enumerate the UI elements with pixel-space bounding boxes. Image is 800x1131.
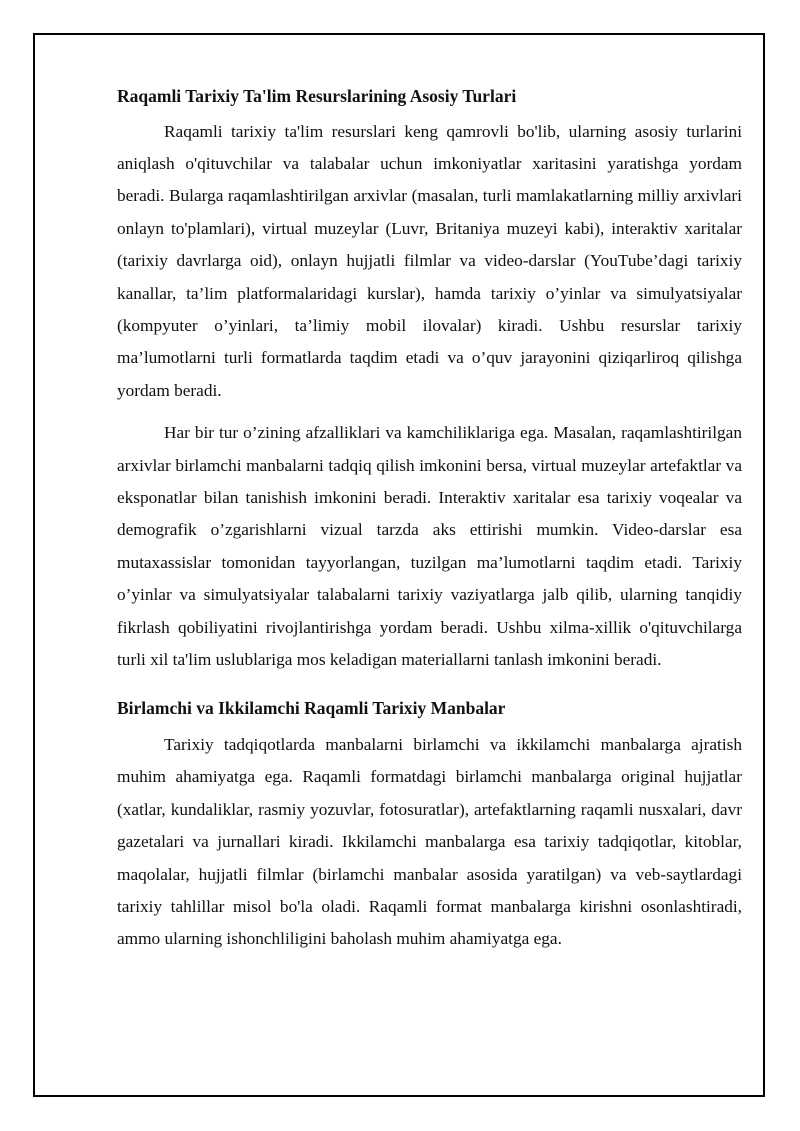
document-body	[117, 84, 742, 966]
paragraph-resource-types-comparison: Har bir tur o’zining afzalliklari va kamchiliklariga ega. Masalan, raqamlashtirilgan arxivlar birlamchi manbalarni tadqiq qilish imkonini bersa, virtual muzeylar artefaktlar va eksponatlar bilan tanishish imkonini beradi. Interaktiv xaritalar esa tarixiy voqealar va demografik o’zgarishlarni vizual tarzda aks ettirishi mumkin. Video-darslar esa mutaxassislar tomonidan tayyorlangan, tuzilgan ma’lumotlarni taqdim etadi. Tarixiy o’yinlar va simulyatsiyalar talabalarni tarixiy vaziyatlarga jalb qilib, ularning tanqidiy fikrlash qobiliyatini rivojlantirishga yordam beradi. Ushbu xilma-xillik o'qituvchilarga turli xil ta'lim uslublariga mos keladigan materiallarni tanlash imkonini beradi.	[117, 423, 742, 669]
section-heading-primary-secondary: Birlamchi va Ikkilamchi Raqamli Tarixiy Manbalar	[117, 698, 506, 719]
paragraph-resource-types-intro: Raqamli tarixiy ta'lim resurslari keng qamrovli bo'lib, ularning asosiy turlarini aniqlash o'qituvchilar va talabalar uchun imkoniyatlar xaritasini yaratishga yordam beradi. Bularga raqamlashtirilgan arxivlar (masalan, turli mamlakatlarning milliy arxivlari onlayn to'plamlari), virtual muzeylar (Luvr, Britaniya muzeyi kabi), interaktiv xaritalar (tarixiy davrlarga oid), onlayn hujjatli filmlar va video-darslar (YouTube’dagi tarixiy kanallar, ta’lim platformalaridagi kurslar), hamda tarixiy o’yinlar va simulyatsiyalar (kompyuter o’yinlari, ta’limiy mobil ilovalar) kiradi. Ushbu resurslar tarixiy ma’lumotlarni turli formatlarda taqdim etadi va o’quv jarayonini qiziqarliroq qilishga yordam beradi.	[117, 121, 742, 400]
section-heading-resource-types: Raqamli Tarixiy Ta'lim Resurslarining Asosiy Turlari	[117, 86, 517, 106]
paragraph-primary-secondary: Tarixiy tadqiqotlarda manbalarni birlamchi va ikkilamchi manbalarga ajratish muhim ahamiyatga ega. Raqamli formatdagi birlamchi manbalarga original hujjatlar (xatlar, kundaliklar, rasmiy yozuvlar, fotosuratlar), artefaktlarning raqamli nusxalari, davr gazetalari va jurnallari kiradi. Ikkilamchi manbalarga esa tarixiy tadqiqotlar, kitoblar, maqolalar, hujjatli filmlar (birlamchi manbalar asosida yaratilgan) va veb-saytlardagi tarixiy tahlillar misol bo'la oladi. Raqamli format manbalarga kirishni osonlashtiradi, ammo ularning ishonchliligini baholash muhim ahamiyatga ega.	[117, 734, 742, 949]
